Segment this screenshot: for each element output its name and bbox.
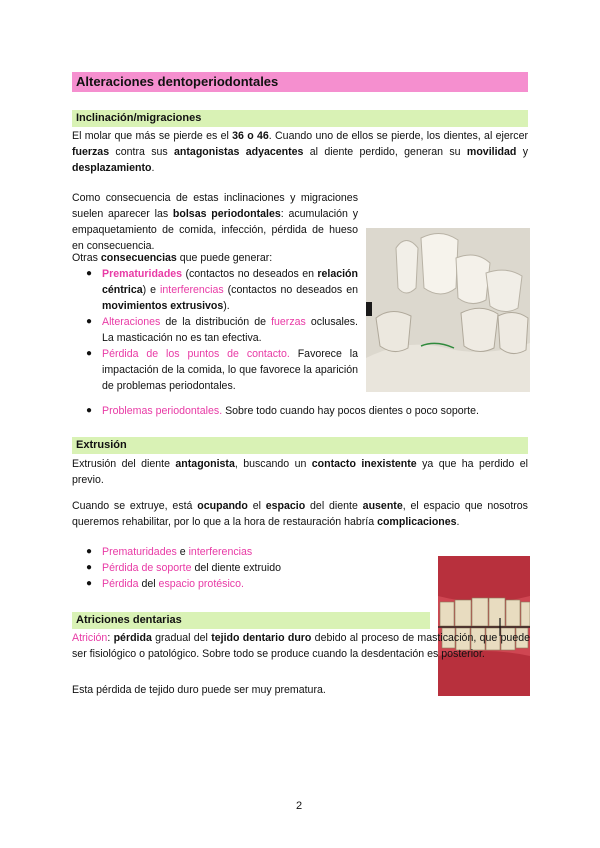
text-run: (contactos no deseados en <box>182 268 318 280</box>
text-run: interferencias <box>160 284 224 296</box>
text-run: pérdida <box>113 632 152 644</box>
bullet-list-consecuencias-last <box>82 403 528 419</box>
para-extrusion <box>72 456 528 488</box>
text-run: : acumulación y empaquetamiento de comida, infección, pérdida de hueso en consecuencia. <box>72 208 359 252</box>
list-item <box>82 576 422 592</box>
text-run: gradual del <box>151 632 212 644</box>
heading-extrusion <box>72 437 528 454</box>
text-run: Pérdida <box>102 578 139 590</box>
text-run: consecuencias <box>100 252 177 264</box>
heading-atriciones <box>72 612 430 629</box>
dental-model-image <box>366 228 530 392</box>
text-run: desplazamiento <box>72 162 152 174</box>
text-run: Atrición <box>72 632 108 644</box>
list-item <box>82 346 358 394</box>
text-run: Prematuridades <box>102 268 183 280</box>
heading-inclinacion <box>72 110 528 127</box>
text-run: ). <box>223 300 230 312</box>
text-run: movilidad <box>466 146 517 158</box>
text-run: : <box>107 632 114 644</box>
text-run: bolsas periodontales <box>172 208 281 220</box>
text-run: fuerzas <box>271 316 306 328</box>
text-run: del diente extruido <box>191 562 282 574</box>
text-run: tejido dentario duro <box>211 632 312 644</box>
text-run: Como consecuencia de estas inclinaciones y migraciones suelen aparecer las <box>72 192 358 220</box>
para-ocupando <box>72 498 528 530</box>
para-prematura <box>72 682 530 698</box>
dental-model-illustration <box>366 228 530 392</box>
heading-extrusion-text: Extrusión <box>76 439 127 451</box>
document-title: Alteraciones dentoperiodontales <box>76 74 279 89</box>
text-run: movimientos extrusivos <box>102 300 224 312</box>
bullet-list-extrusion <box>82 544 422 592</box>
para-otras <box>72 250 362 266</box>
text-run: del diente <box>305 500 363 512</box>
text-run: (contactos no deseados en <box>223 284 358 296</box>
page-number: 2 <box>296 800 303 812</box>
list-item <box>82 314 358 346</box>
text-run: contra sus <box>109 146 175 158</box>
text-run: oclusales. La masticación no es tan efectiva. <box>102 316 358 344</box>
text-run: del <box>138 578 159 590</box>
text-run: Pérdida de los puntos de contacto. <box>102 348 290 360</box>
text-run: . <box>151 162 155 174</box>
heading-atriciones-text: Atriciones dentarias <box>76 614 182 626</box>
bullet-dot: ● <box>86 405 93 416</box>
bullet-dot: ● <box>86 562 93 573</box>
para-atricion <box>72 630 530 662</box>
text-run: ya que ha perdido el previo. <box>72 458 528 486</box>
text-run: antagonista <box>175 458 235 470</box>
text-run: relación céntrica <box>102 268 358 296</box>
bullet-dot: ● <box>86 348 93 359</box>
text-run: 36 o 46 <box>232 130 269 142</box>
text-run: Pérdida de soporte <box>102 562 192 574</box>
text-run: Favorece la impactación de la comida, lo que favorece la aparición de problemas periodontales. <box>102 348 358 392</box>
text-run: de la distribución de <box>160 316 272 328</box>
text-run: complicaciones <box>377 516 457 528</box>
text-run: Extrusión del diente <box>72 458 176 470</box>
text-run: , el espacio que nosotros queremos rehabilitar, por lo que a la hora de restauración habría <box>72 500 528 528</box>
bullet-dot: ● <box>86 578 93 589</box>
title-bar <box>72 72 528 92</box>
text-run: contacto inexistente <box>311 458 417 470</box>
text-run: ausente <box>362 500 403 512</box>
text-run: Cuando se extruye, está <box>72 500 198 512</box>
text-run: , buscando un <box>234 458 312 470</box>
text-run: e <box>176 546 189 558</box>
text-run: debido al proceso de masticación, que puede ser fisiológico o patológico. Sobre todo se produce cuando la desdentación es posterior. <box>72 632 530 660</box>
text-run: al diente perdido, generan su <box>303 146 467 158</box>
text-run: Esta pérdida de tejido duro puede ser muy prematura. <box>72 684 326 696</box>
para-molar <box>72 128 528 176</box>
text-run: Problemas periodontales. <box>102 405 223 417</box>
text-run: interferencias <box>188 546 253 558</box>
text-run: . Cuando uno de ellos se pierde, los dientes, al ejercer <box>268 130 528 142</box>
text-run: ocupando <box>197 500 248 512</box>
text-run: . <box>456 516 460 528</box>
text-run: espacio <box>265 500 306 512</box>
worn-teeth-illustration <box>438 556 530 696</box>
bullet-dot: ● <box>86 316 93 327</box>
bullet-list-consecuencias <box>82 266 358 394</box>
text-run: espacio protésico. <box>158 578 244 590</box>
text-run: Sobre todo cuando hay pocos dientes o poco soporte. <box>222 405 479 417</box>
text-run: Otras <box>72 252 101 264</box>
text-run: antagonistas adyacentes <box>174 146 304 158</box>
list-item <box>82 403 528 419</box>
text-run: El molar que más se pierde es el <box>72 130 233 142</box>
text-run: ) e <box>142 284 161 296</box>
list-item <box>82 266 358 314</box>
text-run: el <box>247 500 266 512</box>
text-run: y <box>516 146 528 158</box>
text-run: fuerzas <box>72 146 110 158</box>
bullet-dot: ● <box>86 546 93 557</box>
heading-inclinacion-text: Inclinación/migraciones <box>76 112 202 124</box>
text-run: Prematuridades <box>102 546 177 558</box>
list-item <box>82 544 422 560</box>
text-run: que puede generar: <box>176 252 273 264</box>
para-consecuencia-text <box>72 192 358 252</box>
bullet-dot: ● <box>86 268 93 279</box>
worn-teeth-image <box>438 556 530 696</box>
text-run: Alteraciones <box>102 316 161 328</box>
list-item <box>82 560 422 576</box>
